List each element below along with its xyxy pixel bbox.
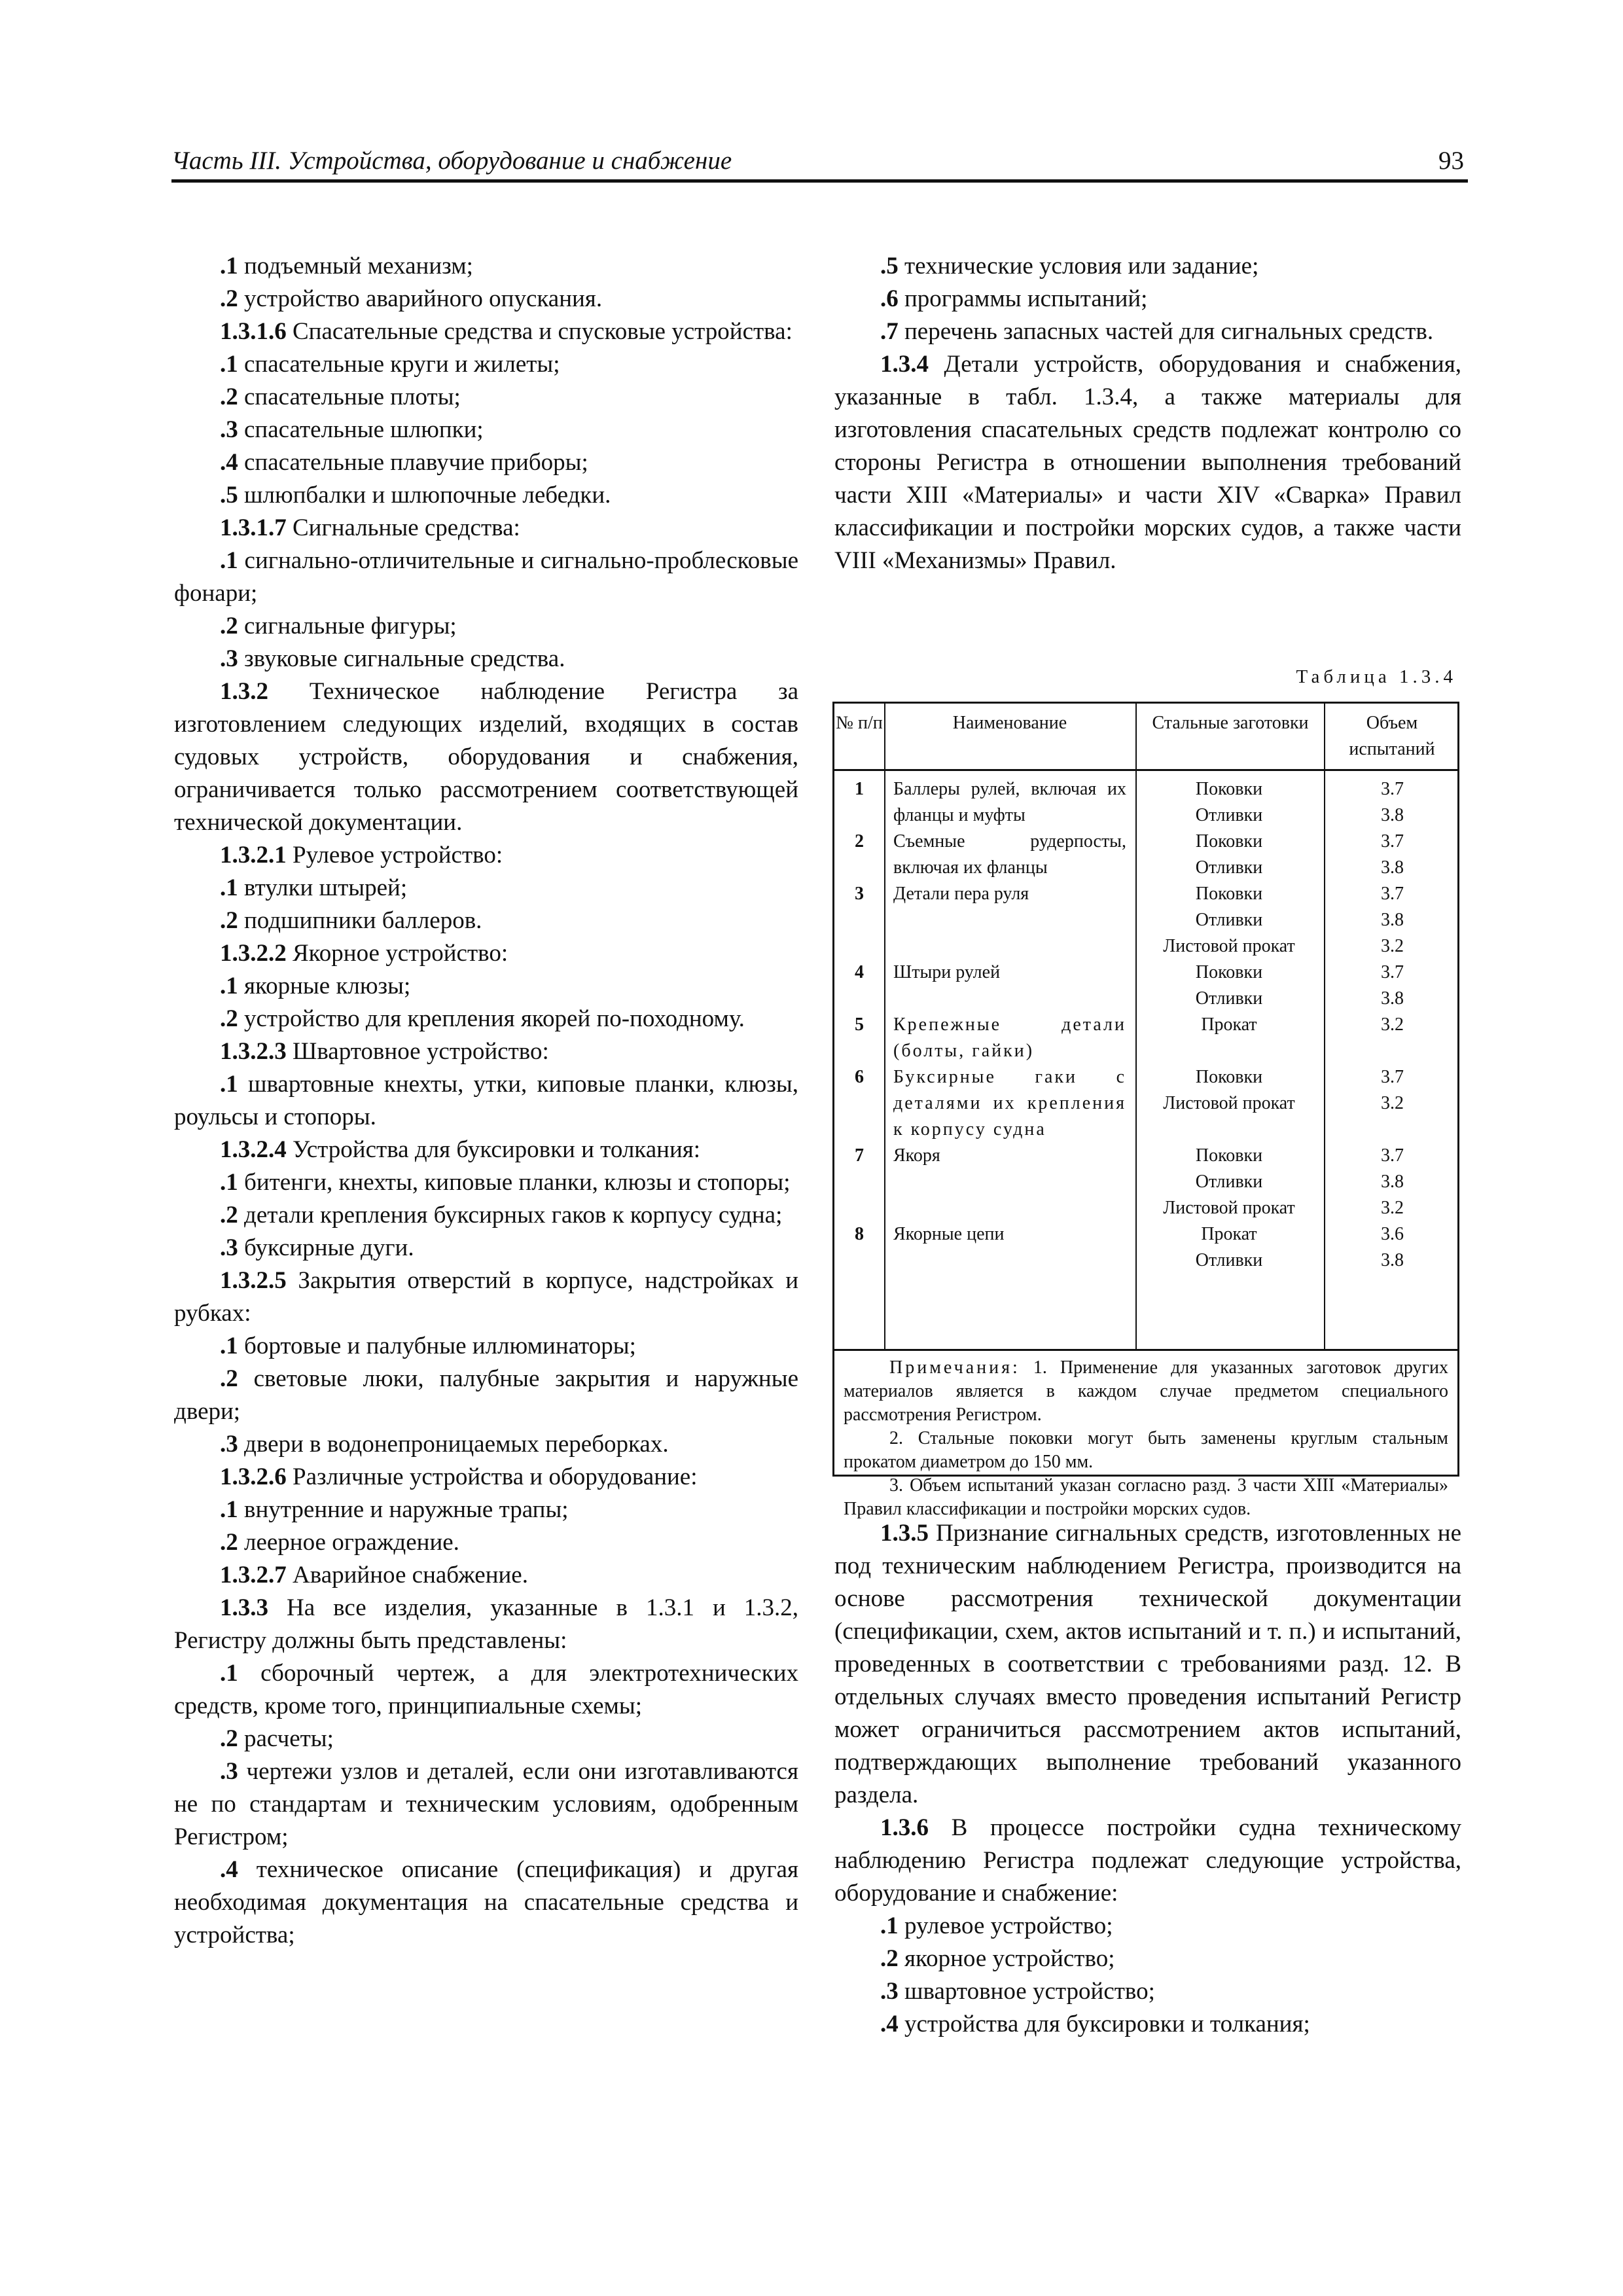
clause-number: .7 bbox=[880, 318, 899, 345]
row-steel: Отливки bbox=[1195, 1250, 1263, 1270]
paragraph-text: рулевое устройство; bbox=[898, 1912, 1113, 1939]
clause-number: .1 bbox=[220, 973, 238, 999]
paragraph bbox=[174, 283, 798, 315]
paragraph bbox=[174, 315, 798, 348]
row-name: Якорные цепи bbox=[893, 1224, 1005, 1244]
paragraph bbox=[834, 250, 1461, 283]
clause-number: 1.3.2.6 bbox=[220, 1463, 287, 1490]
clause-number: .1 bbox=[220, 253, 238, 279]
clause-number: .1 bbox=[220, 1496, 238, 1523]
clause-number: .2 bbox=[220, 1725, 238, 1752]
paragraph-text: техническое описание (спецификация) и другая необходимая документация на спасательные средства и устройства; bbox=[174, 1856, 798, 1948]
paragraph-text: технические условия или задание; bbox=[898, 253, 1259, 279]
paragraph bbox=[174, 250, 798, 283]
paragraph bbox=[174, 414, 798, 446]
row-steel: Поковки bbox=[1195, 1145, 1263, 1166]
paragraph bbox=[174, 1134, 798, 1166]
clause-number: .1 bbox=[220, 1660, 238, 1687]
row-number: 1 bbox=[855, 779, 864, 799]
table-caption: Таблица 1.3.4 bbox=[1296, 666, 1457, 687]
paragraph bbox=[174, 348, 798, 381]
notes-label: Примечания: bbox=[889, 1357, 1020, 1378]
paragraph bbox=[174, 643, 798, 675]
clause-number: .1 bbox=[220, 1071, 238, 1098]
row-volume: 3.7 bbox=[1381, 1145, 1404, 1166]
paragraph-text: втулки штырей; bbox=[238, 874, 408, 901]
paragraph-text: леерное ограждение. bbox=[238, 1529, 459, 1556]
clause-number: .1 bbox=[220, 1169, 238, 1196]
row-name: Баллеры рулей, включая их фланцы и муфты bbox=[893, 779, 1126, 825]
row-steel: Листовой прокат bbox=[1163, 1198, 1295, 1218]
row-name: Штыри рулей bbox=[893, 962, 1001, 982]
row-number: 2 bbox=[855, 831, 864, 852]
paragraph bbox=[834, 315, 1461, 348]
clause-number: .2 bbox=[220, 1529, 238, 1556]
paragraph-text: чертежи узлов и деталей, если они изготавливаются не по стандартам и техническим условиям, одобренным Регистром; bbox=[174, 1758, 798, 1850]
paragraph-text: спасательные плоты; bbox=[238, 384, 461, 410]
clause-number: 1.3.2.7 bbox=[220, 1562, 287, 1588]
row-volume: 3.8 bbox=[1381, 1172, 1404, 1192]
note-text: 1. Применение для указанных заготовок других материалов является в каждом случае предметом специального рассмотрения Регистром. bbox=[844, 1357, 1448, 1425]
row-volume: 3.8 bbox=[1381, 857, 1404, 878]
paragraph-text: Признание сигнальных средств, изготовленных не под техническим наблюдением Регистра, производится на основе рассмотрения технической документации (спецификации, схем, актов испытаний и т. п.) и испытаний, проведенных в соответствии с требованиями разд. 12. В отдельных случаях вместо проведения испытаний Регистр может ограничиться рассмотрением актов испытаний, подтверждающих выполнение требований указанного раздела. bbox=[834, 1520, 1461, 1808]
paragraph-text: подшипники баллеров. bbox=[238, 907, 482, 934]
clause-number: 1.3.5 bbox=[880, 1520, 929, 1547]
row-number: 4 bbox=[855, 962, 864, 982]
right-column-lower bbox=[834, 1517, 1461, 2041]
right-column bbox=[834, 250, 1461, 577]
paragraph-text: Швартовное устройство: bbox=[286, 1038, 549, 1065]
row-steel: Отливки bbox=[1195, 988, 1263, 1009]
paragraph bbox=[174, 1854, 798, 1952]
paragraph-text: Техническое наблюдение Регистра за изготовлением следующих изделий, входящих в состав судовых устройств, оборудования и снабжения, ограничивается только рассмотрением соответствующей технической документации. bbox=[174, 678, 798, 836]
paragraph bbox=[174, 1166, 798, 1199]
header-number: № п/п bbox=[836, 713, 883, 733]
col-divider bbox=[1324, 704, 1325, 769]
row-name: Детали пера руля bbox=[893, 884, 1029, 904]
paragraph-text: сигнально-отличительные и сигнально-проблесковые фонари; bbox=[174, 547, 798, 607]
paragraph bbox=[174, 610, 798, 643]
paragraph bbox=[174, 872, 798, 905]
clause-number: 1.3.2.1 bbox=[220, 842, 287, 869]
paragraph bbox=[174, 675, 798, 839]
clause-number: .2 bbox=[220, 613, 238, 639]
clause-number: .4 bbox=[880, 2011, 899, 2037]
clause-number: .3 bbox=[220, 1431, 238, 1458]
left-column bbox=[174, 250, 798, 1952]
paragraph bbox=[174, 512, 798, 545]
clause-number: 1.3.3 bbox=[220, 1594, 268, 1621]
paragraph bbox=[174, 1265, 798, 1330]
paragraph-text: спасательные плавучие приборы; bbox=[238, 449, 588, 476]
paragraph-text: Детали устройств, оборудования и снабжения, указанные в табл. 1.3.4, а также материалы для изготовления спасательных средств подлежат контролю со стороны Регистра в отношении выполнения требований части XIII «Материалы» и части XIV «Сварка» Правил классификации и постройки морских судов, а также части VIII «Механизмы» Правил. bbox=[834, 351, 1461, 574]
paragraph-text: устройство для крепления якорей по-походному. bbox=[238, 1005, 745, 1032]
paragraph-text: Различные устройства и оборудование: bbox=[286, 1463, 698, 1490]
col-divider bbox=[884, 704, 885, 769]
table-body bbox=[834, 771, 1457, 1349]
row-name: Съемные рудерпосты, включая их фланцы bbox=[893, 831, 1126, 878]
clause-number: .2 bbox=[220, 285, 238, 312]
right-bottom-text bbox=[834, 1517, 1461, 2041]
row-volume: 3.7 bbox=[1381, 1067, 1404, 1087]
paragraph-text: сборочный чертеж, а для электротехнических средств, кроме того, принципиальные схемы; bbox=[174, 1660, 798, 1719]
table-note: 2. Стальные поковки могут быть заменены круглым стальным прокатом диаметром до 150 мм. bbox=[844, 1428, 1448, 1472]
paragraph bbox=[174, 1461, 798, 1494]
clause-number: .5 bbox=[880, 253, 899, 279]
paragraph bbox=[174, 937, 798, 970]
row-volume: 3.8 bbox=[1381, 910, 1404, 930]
paragraph-text: Якорное устройство: bbox=[286, 940, 508, 967]
paragraph-text: внутренние и наружные трапы; bbox=[238, 1496, 569, 1523]
paragraph-text: В процессе постройки судна техническому наблюдению Регистра подлежат следующие устройства, оборудование и снабжение: bbox=[834, 1814, 1461, 1907]
table-note: 3. Объем испытаний указан согласно разд. 3 части XIII «Материалы» Правил классификации и постройки морских судов. bbox=[844, 1475, 1448, 1519]
paragraph bbox=[834, 1517, 1461, 1812]
paragraph-text: буксирные дуги. bbox=[238, 1234, 414, 1261]
table-notes bbox=[834, 1349, 1457, 1521]
row-steel: Прокат bbox=[1201, 1224, 1257, 1244]
clause-number: 1.3.2.5 bbox=[220, 1267, 287, 1294]
paragraph bbox=[174, 1428, 798, 1461]
page-number: 93 bbox=[1438, 147, 1464, 175]
row-name: Крепежные детали (болты, гайки) bbox=[893, 1014, 1126, 1061]
row-steel: Отливки bbox=[1195, 1172, 1263, 1192]
paragraph-text: сигнальные фигуры; bbox=[238, 613, 457, 639]
paragraph bbox=[834, 1910, 1461, 1943]
paragraph-text: Рулевое устройство: bbox=[286, 842, 503, 869]
paragraph-text: подъемный механизм; bbox=[238, 253, 473, 279]
clause-number: .4 bbox=[220, 449, 238, 476]
paragraph bbox=[174, 446, 798, 479]
clause-number: .3 bbox=[220, 416, 238, 443]
paragraph bbox=[174, 381, 798, 414]
paragraph-text: спасательные круги и жилеты; bbox=[238, 351, 560, 378]
paragraph bbox=[174, 1755, 798, 1854]
clause-number: .3 bbox=[220, 1758, 238, 1785]
table-note bbox=[844, 1356, 1448, 1427]
right-top-text bbox=[834, 250, 1461, 577]
paragraph-text: двери в водонепроницаемых переборках. bbox=[238, 1431, 669, 1458]
paragraph bbox=[174, 970, 798, 1003]
paragraph bbox=[174, 905, 798, 937]
clause-number: .3 bbox=[880, 1978, 899, 2005]
clause-number: .5 bbox=[220, 482, 238, 509]
paragraph-text: На все изделия, указанные в 1.3.1 и 1.3.2, Регистру должны быть представлены: bbox=[174, 1594, 798, 1654]
paragraph bbox=[174, 1232, 798, 1265]
clause-number: .2 bbox=[220, 1005, 238, 1032]
clause-number: .4 bbox=[220, 1856, 238, 1883]
paragraph bbox=[834, 1975, 1461, 2008]
clause-number: .2 bbox=[220, 1202, 238, 1229]
row-volume: 3.8 bbox=[1381, 805, 1404, 825]
paragraph-text: световые люки, палубные закрытия и наружные двери; bbox=[174, 1365, 798, 1425]
paragraph bbox=[174, 1723, 798, 1755]
paragraph-text: Устройства для буксировки и толкания: bbox=[286, 1136, 701, 1163]
clause-number: .1 bbox=[220, 547, 238, 574]
header-volume: Объем испытаний bbox=[1349, 713, 1435, 759]
row-volume: 3.8 bbox=[1381, 988, 1404, 1009]
paragraph-text: бортовые и палубные иллюминаторы; bbox=[238, 1333, 636, 1359]
row-steel: Поковки bbox=[1195, 884, 1263, 904]
clause-number: 1.3.1.6 bbox=[220, 318, 287, 345]
clause-number: 1.3.6 bbox=[880, 1814, 929, 1841]
paragraph bbox=[174, 1559, 798, 1592]
header-name: Наименование bbox=[952, 713, 1067, 733]
row-volume: 3.6 bbox=[1381, 1224, 1404, 1244]
row-name: Буксирные гаки с деталями их крепления к корпусу судна bbox=[893, 1067, 1126, 1139]
row-number: 5 bbox=[855, 1014, 864, 1035]
row-volume: 3.7 bbox=[1381, 779, 1404, 799]
paragraph bbox=[174, 1657, 798, 1723]
clause-number: .6 bbox=[880, 285, 899, 312]
paragraph bbox=[174, 1363, 798, 1428]
row-number: 6 bbox=[855, 1067, 864, 1087]
clause-number: 1.3.2.2 bbox=[220, 940, 287, 967]
paragraph bbox=[174, 1494, 798, 1526]
running-title: Часть III. Устройства, оборудование и снабжение bbox=[171, 147, 732, 175]
paragraph-text: звуковые сигнальные средства. bbox=[238, 645, 565, 672]
paragraph-text: якорные клюзы; bbox=[238, 973, 411, 999]
row-steel: Листовой прокат bbox=[1163, 1093, 1295, 1113]
paragraph bbox=[834, 283, 1461, 315]
col-divider bbox=[1135, 704, 1137, 769]
row-volume: 3.2 bbox=[1381, 1093, 1404, 1113]
col-divider bbox=[884, 771, 885, 1349]
paragraph bbox=[174, 1035, 798, 1068]
clause-number: 1.3.2.4 bbox=[220, 1136, 287, 1163]
paragraph bbox=[834, 1943, 1461, 1975]
paragraph bbox=[834, 348, 1461, 577]
paragraph bbox=[174, 1330, 798, 1363]
row-volume: 3.8 bbox=[1381, 1250, 1404, 1270]
paragraph bbox=[174, 839, 798, 872]
row-volume: 3.7 bbox=[1381, 884, 1404, 904]
row-volume: 3.2 bbox=[1381, 936, 1404, 956]
clause-number: .1 bbox=[220, 874, 238, 901]
row-volume: 3.7 bbox=[1381, 962, 1404, 982]
row-name: Якоря bbox=[893, 1145, 940, 1166]
row-steel: Листовой прокат bbox=[1163, 936, 1295, 956]
clause-number: .1 bbox=[220, 351, 238, 378]
row-number: 7 bbox=[855, 1145, 864, 1166]
paragraph-text: швартовные кнехты, утки, киповые планки, клюзы, роульсы и стопоры. bbox=[174, 1071, 798, 1130]
row-number: 3 bbox=[855, 884, 864, 904]
clause-number: 1.3.2.3 bbox=[220, 1038, 287, 1065]
clause-number: .2 bbox=[880, 1945, 899, 1972]
clause-number: 1.3.4 bbox=[880, 351, 929, 378]
paragraph-text: перечень запасных частей для сигнальных средств. bbox=[898, 318, 1434, 345]
clause-number: .1 bbox=[880, 1912, 899, 1939]
clause-number: .3 bbox=[220, 1234, 238, 1261]
row-steel: Прокат bbox=[1201, 1014, 1257, 1035]
paragraph-text: Закрытия отверстий в корпусе, надстройках и рубках: bbox=[174, 1267, 798, 1327]
page-header bbox=[171, 143, 1468, 183]
paragraph bbox=[174, 1003, 798, 1035]
paragraph-text: якорное устройство; bbox=[898, 1945, 1115, 1972]
paragraph bbox=[174, 1199, 798, 1232]
paragraph bbox=[174, 479, 798, 512]
paragraph bbox=[174, 545, 798, 610]
paragraph-text: шлюпбалки и шлюпочные лебедки. bbox=[238, 482, 611, 509]
paragraph-text: спасательные шлюпки; bbox=[238, 416, 484, 443]
row-steel: Отливки bbox=[1195, 910, 1263, 930]
clause-number: .2 bbox=[220, 1365, 238, 1392]
paragraph-text: программы испытаний; bbox=[898, 285, 1148, 312]
paragraph-text: Спасательные средства и спусковые устройства: bbox=[286, 318, 793, 345]
paragraph bbox=[834, 2008, 1461, 2041]
paragraph-text: устройства для буксировки и толкания; bbox=[898, 2011, 1310, 2037]
row-steel: Поковки bbox=[1195, 1067, 1263, 1087]
clause-number: 1.3.1.7 bbox=[220, 514, 287, 541]
row-volume: 3.7 bbox=[1381, 831, 1404, 852]
row-steel: Поковки bbox=[1195, 962, 1263, 982]
clause-number: .1 bbox=[220, 1333, 238, 1359]
paragraph-text: устройство аварийного опускания. bbox=[238, 285, 603, 312]
clause-number: .2 bbox=[220, 384, 238, 410]
header-steel: Стальные заготовки bbox=[1152, 713, 1309, 733]
row-steel: Отливки bbox=[1195, 805, 1263, 825]
paragraph-text: швартовное устройство; bbox=[898, 1978, 1155, 2005]
clause-number: 1.3.2 bbox=[220, 678, 268, 705]
row-steel: Поковки bbox=[1195, 779, 1263, 799]
clause-number: .2 bbox=[220, 907, 238, 934]
paragraph bbox=[174, 1592, 798, 1657]
row-volume: 3.2 bbox=[1381, 1014, 1404, 1035]
paragraph-text: расчеты; bbox=[238, 1725, 334, 1752]
paragraph-text: битенги, кнехты, киповые планки, клюзы и стопоры; bbox=[238, 1169, 791, 1196]
paragraph bbox=[174, 1526, 798, 1559]
row-volume: 3.2 bbox=[1381, 1198, 1404, 1218]
paragraph-text: Сигнальные средства: bbox=[286, 514, 520, 541]
table-1-3-4 bbox=[832, 702, 1459, 1519]
table-header bbox=[834, 704, 1457, 771]
row-number: 8 bbox=[855, 1224, 864, 1244]
paragraph bbox=[834, 1812, 1461, 1910]
paragraph-text: Аварийное снабжение. bbox=[286, 1562, 528, 1588]
row-steel: Поковки bbox=[1195, 831, 1263, 852]
row-steel: Отливки bbox=[1195, 857, 1263, 878]
paragraph bbox=[174, 1068, 798, 1134]
clause-number: .3 bbox=[220, 645, 238, 672]
paragraph-text: детали крепления буксирных гаков к корпусу судна; bbox=[238, 1202, 783, 1229]
